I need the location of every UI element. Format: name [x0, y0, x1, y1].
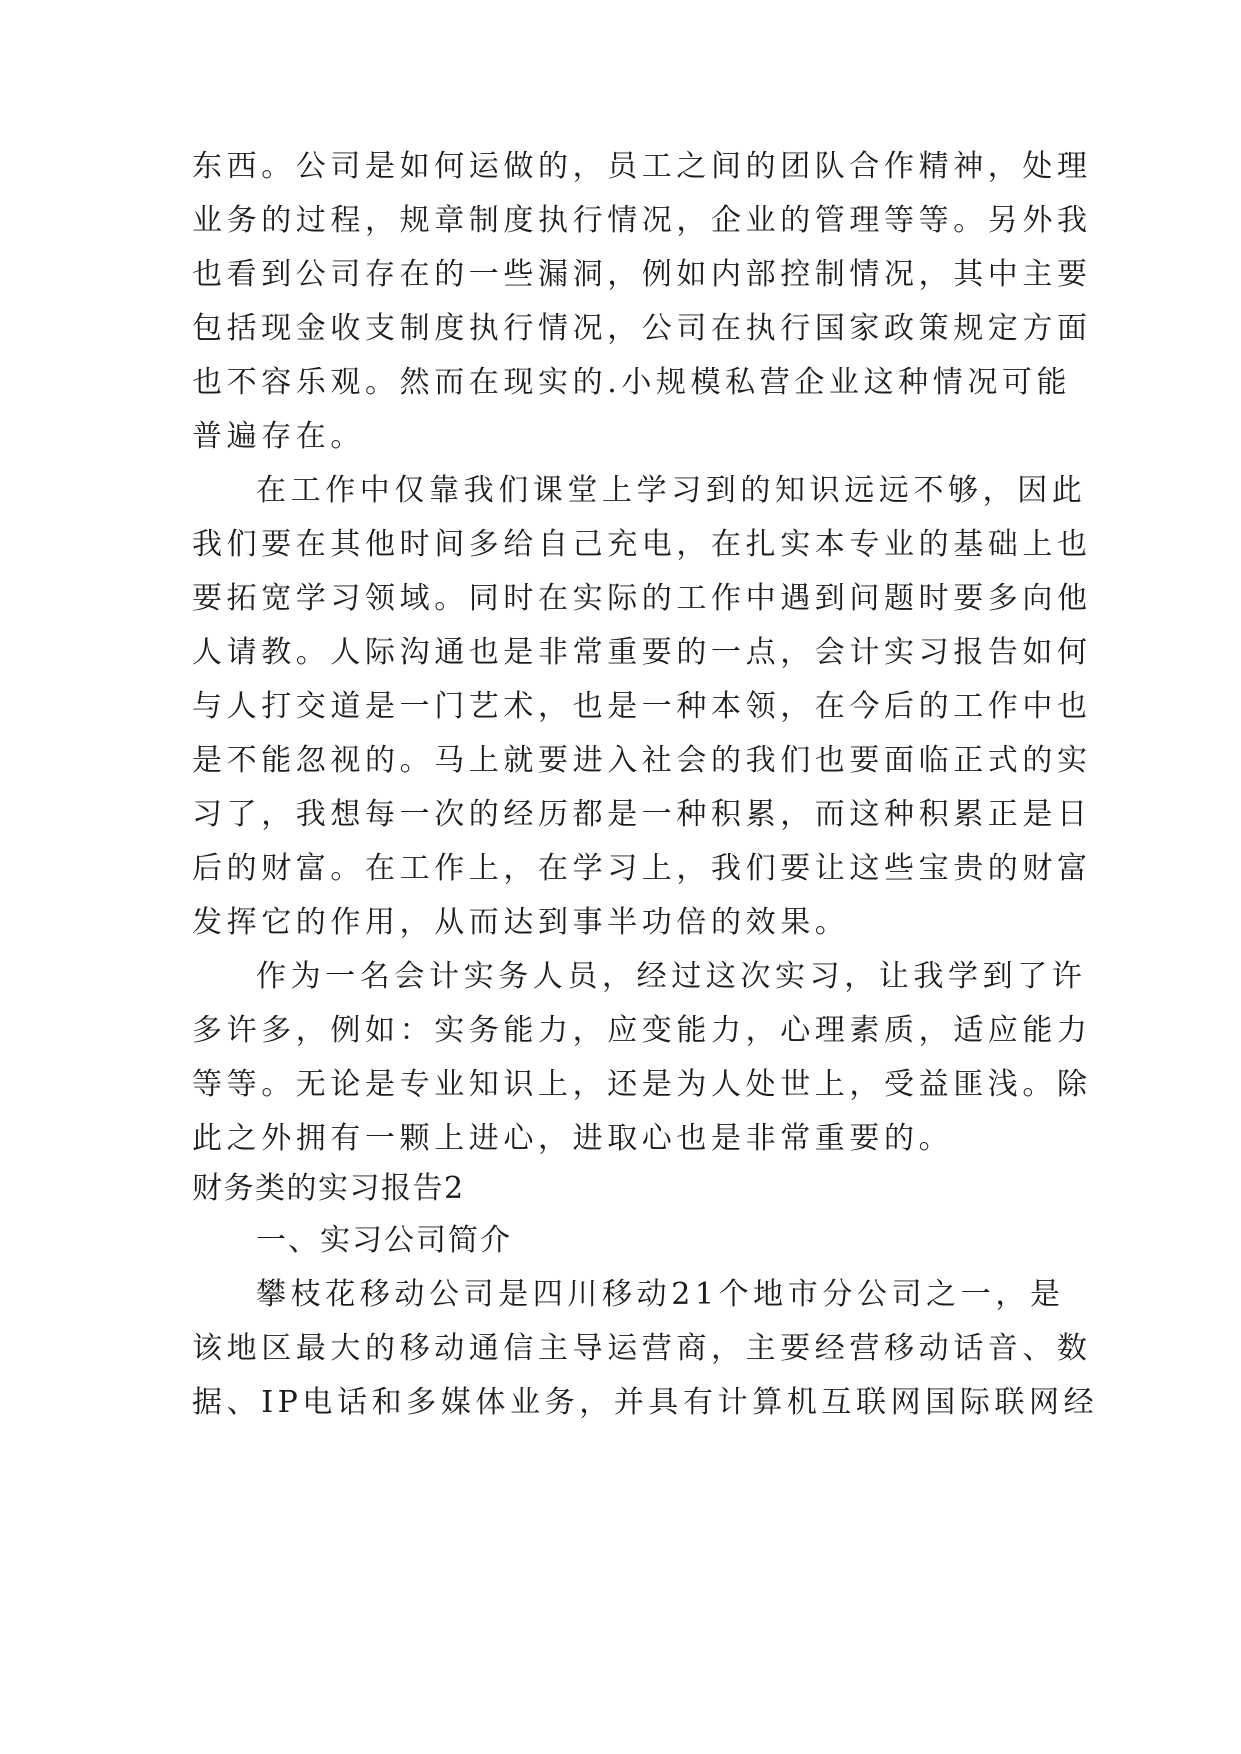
- text-line: 习了，我想每一次的经历都是一种积累，而这种积累正是日: [192, 797, 1092, 832]
- text-line: 在工作中仅靠我们课堂上学习到的知识远远不够，因此: [256, 473, 1087, 508]
- text-line: 等等。无论是专业知识上，还是为人处世上，受益匪浅。除: [192, 1067, 1092, 1102]
- text-line: 是不能忽视的。马上就要进入社会的我们也要面临正式的实: [192, 743, 1092, 778]
- text-line: 也看到公司存在的一些漏洞，例如内部控制情况，其中主要: [192, 257, 1092, 292]
- text-line: 与人打交道是一门艺术，也是一种本领，在今后的工作中也: [192, 689, 1092, 724]
- text-line: 东西。公司是如何运做的，员工之间的团队合作精神，处理: [192, 149, 1092, 184]
- text-line: 要拓宽学习领域。同时在实际的工作中遇到问题时要多向他: [192, 581, 1092, 616]
- text-line: 也不容乐观。然而在现实的.小规模私营企业这种情况可能: [192, 365, 1072, 400]
- subsection-title: 一、实习公司简介: [256, 1223, 512, 1258]
- text-line: 作为一名会计实务人员，经过这次实习，让我学到了许: [256, 959, 1087, 994]
- text-line: 普遍存在。: [192, 419, 365, 454]
- text-line: 我们要在其他时间多给自己充电，在扎实本专业的基础上也: [192, 527, 1092, 562]
- text-line: 发挥它的作用，从而达到事半功倍的效果。: [192, 905, 850, 940]
- text-line: 多许多，例如：实务能力，应变能力，心理素质，适应能力: [192, 1013, 1092, 1048]
- text-line: 据、IP电话和多媒体业务，并具有计算机互联网国际联网经: [192, 1385, 1099, 1420]
- text-line: 攀枝花移动公司是四川移动21个地市分公司之一，是: [256, 1277, 1065, 1312]
- text-line: 后的财富。在工作上，在学习上，我们要让这些宝贵的财富: [192, 851, 1092, 886]
- text-line: 该地区最大的移动通信主导运营商，主要经营移动话音、数: [192, 1331, 1092, 1366]
- text-line: 此之外拥有一颗上进心，进取心也是非常重要的。: [192, 1121, 954, 1156]
- section-title: 财务类的实习报告2: [192, 1171, 465, 1206]
- text-line: 包括现金收支制度执行情况，公司在执行国家政策规定方面: [192, 311, 1092, 346]
- text-line: 业务的过程，规章制度执行情况，企业的管理等等。另外我: [192, 203, 1092, 238]
- text-line: 人请教。人际沟通也是非常重要的一点，会计实习报告如何: [192, 635, 1092, 670]
